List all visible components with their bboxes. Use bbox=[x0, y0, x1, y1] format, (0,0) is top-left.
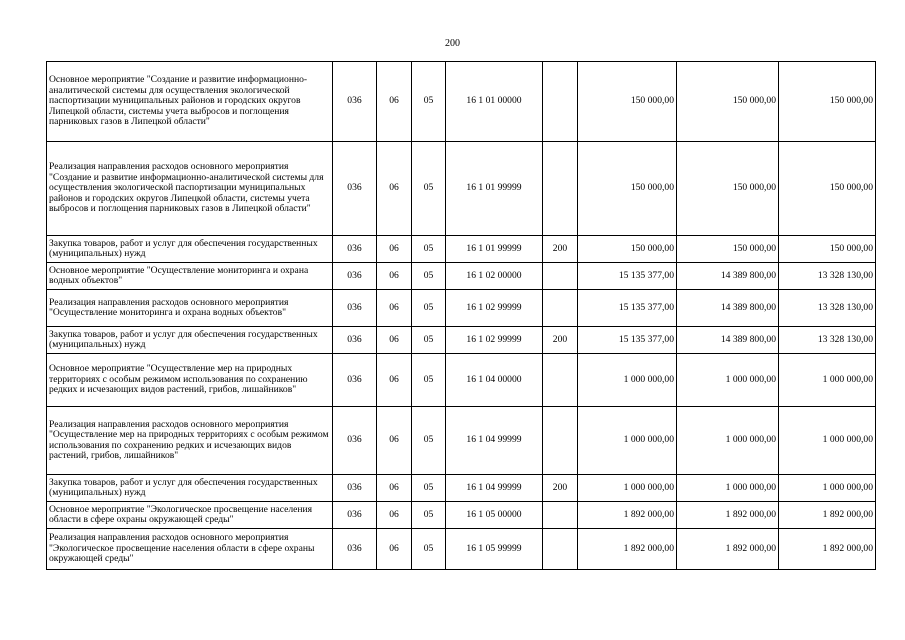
table-row bbox=[47, 62, 876, 142]
expense-type-code: 200 bbox=[543, 236, 578, 263]
subsection-code: 05 bbox=[412, 475, 446, 502]
ved-code: 036 bbox=[333, 62, 377, 142]
target-article-code: 16 1 04 99999 bbox=[446, 407, 543, 475]
table-row bbox=[47, 529, 876, 570]
amount-year-1: 150 000,00 bbox=[578, 142, 677, 236]
amount-year-1: 150 000,00 bbox=[578, 62, 677, 142]
subsection-code: 05 bbox=[412, 502, 446, 529]
table-row bbox=[47, 263, 876, 290]
expense-type-code bbox=[543, 290, 578, 327]
subsection-code: 05 bbox=[412, 263, 446, 290]
section-code: 06 bbox=[377, 475, 412, 502]
table-row bbox=[47, 475, 876, 502]
expense-type-code bbox=[543, 263, 578, 290]
ved-code: 036 bbox=[333, 475, 377, 502]
amount-year-2: 1 000 000,00 bbox=[677, 407, 779, 475]
ved-code: 036 bbox=[333, 290, 377, 327]
amount-year-3: 150 000,00 bbox=[779, 142, 876, 236]
item-name: Закупка товаров, работ и услуг для обеспечения государственных (муниципальных) нужд bbox=[47, 327, 333, 354]
amount-year-1: 1 000 000,00 bbox=[578, 475, 677, 502]
amount-year-2: 1 000 000,00 bbox=[677, 475, 779, 502]
section-code: 06 bbox=[377, 62, 412, 142]
amount-year-2: 150 000,00 bbox=[677, 142, 779, 236]
section-code: 06 bbox=[377, 407, 412, 475]
table-row bbox=[47, 142, 876, 236]
amount-year-2: 14 389 800,00 bbox=[677, 327, 779, 354]
amount-year-3: 1 000 000,00 bbox=[779, 354, 876, 407]
target-article-code: 16 1 02 99999 bbox=[446, 290, 543, 327]
ved-code: 036 bbox=[333, 407, 377, 475]
item-name: Реализация направления расходов основного мероприятия "Экологическое просвещение населения области в сфере охраны окружающей среды" bbox=[47, 529, 333, 570]
amount-year-1: 15 135 377,00 bbox=[578, 290, 677, 327]
ved-code: 036 bbox=[333, 142, 377, 236]
amount-year-1: 1 000 000,00 bbox=[578, 354, 677, 407]
amount-year-3: 1 892 000,00 bbox=[779, 502, 876, 529]
item-name: Реализация направления расходов основного мероприятия "Создание и развитие информационно-аналитической системы для осуществления экологической паспортизации муниципальных районов и городских округов Липецкой области, системы учета выбросов и поглощения парниковых газов в Липецкой области" bbox=[47, 142, 333, 236]
target-article-code: 16 1 02 00000 bbox=[446, 263, 543, 290]
table-row bbox=[47, 354, 876, 407]
item-name: Закупка товаров, работ и услуг для обеспечения государственных (муниципальных) нужд bbox=[47, 236, 333, 263]
target-article-code: 16 1 04 99999 bbox=[446, 475, 543, 502]
section-code: 06 bbox=[377, 290, 412, 327]
target-article-code: 16 1 05 00000 bbox=[446, 502, 543, 529]
target-article-code: 16 1 01 00000 bbox=[446, 62, 543, 142]
amount-year-1: 150 000,00 bbox=[578, 236, 677, 263]
expense-type-code: 200 bbox=[543, 475, 578, 502]
subsection-code: 05 bbox=[412, 407, 446, 475]
ved-code: 036 bbox=[333, 236, 377, 263]
amount-year-1: 1 892 000,00 bbox=[578, 502, 677, 529]
subsection-code: 05 bbox=[412, 290, 446, 327]
target-article-code: 16 1 05 99999 bbox=[446, 529, 543, 570]
subsection-code: 05 bbox=[412, 354, 446, 407]
amount-year-3: 13 328 130,00 bbox=[779, 263, 876, 290]
page-number: 200 bbox=[445, 38, 460, 49]
expense-type-code bbox=[543, 529, 578, 570]
subsection-code: 05 bbox=[412, 62, 446, 142]
budget-table bbox=[46, 61, 876, 570]
amount-year-3: 150 000,00 bbox=[779, 62, 876, 142]
expense-type-code bbox=[543, 142, 578, 236]
amount-year-2: 1 892 000,00 bbox=[677, 502, 779, 529]
section-code: 06 bbox=[377, 354, 412, 407]
amount-year-2: 14 389 800,00 bbox=[677, 290, 779, 327]
amount-year-2: 14 389 800,00 bbox=[677, 263, 779, 290]
expense-type-code bbox=[543, 502, 578, 529]
expense-type-code bbox=[543, 407, 578, 475]
item-name: Реализация направления расходов основного мероприятия "Осуществление мер на природных территориях с особым режимом использования по сохранению редких и исчезающих видов растений, грибов, лишайников" bbox=[47, 407, 333, 475]
amount-year-2: 150 000,00 bbox=[677, 62, 779, 142]
item-name: Основное мероприятие "Осуществление мер на природных территориях с особым режимом использования по сохранению редких и исчезающих видов растений, грибов, лишайников" bbox=[47, 354, 333, 407]
table-row bbox=[47, 407, 876, 475]
amount-year-3: 13 328 130,00 bbox=[779, 290, 876, 327]
section-code: 06 bbox=[377, 142, 412, 236]
ved-code: 036 bbox=[333, 263, 377, 290]
section-code: 06 bbox=[377, 327, 412, 354]
amount-year-1: 15 135 377,00 bbox=[578, 263, 677, 290]
item-name: Основное мероприятие "Создание и развитие информационно-аналитической системы для осуществления экологической паспортизации муниципальных районов и городских округов Липецкой области, системы учета выбросов и поглощения парниковых газов в Липецкой области" bbox=[47, 62, 333, 142]
subsection-code: 05 bbox=[412, 529, 446, 570]
amount-year-1: 15 135 377,00 bbox=[578, 327, 677, 354]
target-article-code: 16 1 01 99999 bbox=[446, 142, 543, 236]
target-article-code: 16 1 02 99999 bbox=[446, 327, 543, 354]
target-article-code: 16 1 01 99999 bbox=[446, 236, 543, 263]
section-code: 06 bbox=[377, 502, 412, 529]
section-code: 06 bbox=[377, 236, 412, 263]
expense-type-code bbox=[543, 62, 578, 142]
table-row bbox=[47, 290, 876, 327]
subsection-code: 05 bbox=[412, 142, 446, 236]
target-article-code: 16 1 04 00000 bbox=[446, 354, 543, 407]
amount-year-2: 1 892 000,00 bbox=[677, 529, 779, 570]
item-name: Реализация направления расходов основного мероприятия "Осуществление мониторинга и охрана водных объектов" bbox=[47, 290, 333, 327]
amount-year-3: 13 328 130,00 bbox=[779, 327, 876, 354]
ved-code: 036 bbox=[333, 354, 377, 407]
item-name: Основное мероприятие "Экологическое просвещение населения области в сфере охраны окружающей среды" bbox=[47, 502, 333, 529]
amount-year-3: 1 892 000,00 bbox=[779, 529, 876, 570]
amount-year-1: 1 892 000,00 bbox=[578, 529, 677, 570]
table-row bbox=[47, 327, 876, 354]
table-row bbox=[47, 236, 876, 263]
amount-year-1: 1 000 000,00 bbox=[578, 407, 677, 475]
amount-year-2: 150 000,00 bbox=[677, 236, 779, 263]
amount-year-3: 1 000 000,00 bbox=[779, 407, 876, 475]
expense-type-code bbox=[543, 354, 578, 407]
amount-year-2: 1 000 000,00 bbox=[677, 354, 779, 407]
ved-code: 036 bbox=[333, 502, 377, 529]
amount-year-3: 1 000 000,00 bbox=[779, 475, 876, 502]
ved-code: 036 bbox=[333, 327, 377, 354]
amount-year-3: 150 000,00 bbox=[779, 236, 876, 263]
expense-type-code: 200 bbox=[543, 327, 578, 354]
subsection-code: 05 bbox=[412, 327, 446, 354]
ved-code: 036 bbox=[333, 529, 377, 570]
section-code: 06 bbox=[377, 529, 412, 570]
item-name: Закупка товаров, работ и услуг для обеспечения государственных (муниципальных) нужд bbox=[47, 475, 333, 502]
item-name: Основное мероприятие "Осуществление мониторинга и охрана водных объектов" bbox=[47, 263, 333, 290]
table-row bbox=[47, 502, 876, 529]
section-code: 06 bbox=[377, 263, 412, 290]
subsection-code: 05 bbox=[412, 236, 446, 263]
